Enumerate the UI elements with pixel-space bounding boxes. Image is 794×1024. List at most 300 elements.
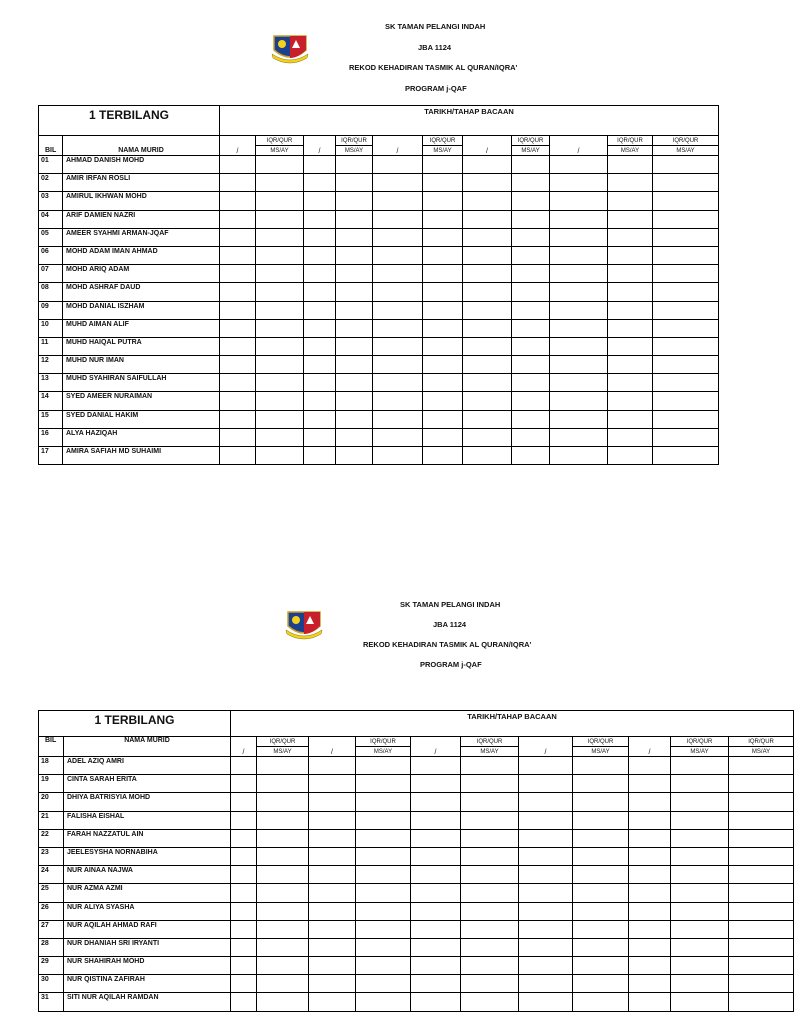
- attendance-cell[interactable]: [373, 374, 423, 392]
- attendance-cell[interactable]: [309, 829, 356, 847]
- attendance-cell[interactable]: [336, 265, 373, 283]
- attendance-cell[interactable]: [463, 192, 512, 210]
- attendance-cell[interactable]: [608, 447, 653, 465]
- attendance-cell[interactable]: [671, 793, 729, 811]
- attendance-cell[interactable]: [336, 392, 373, 410]
- attendance-cell[interactable]: [309, 847, 356, 865]
- attendance-cell[interactable]: [231, 866, 257, 884]
- attendance-cell[interactable]: [256, 174, 304, 192]
- attendance-cell[interactable]: [461, 757, 519, 775]
- attendance-cell[interactable]: [653, 228, 719, 246]
- attendance-cell[interactable]: [411, 829, 461, 847]
- attendance-cell[interactable]: [304, 447, 336, 465]
- attendance-cell[interactable]: [304, 228, 336, 246]
- attendance-cell[interactable]: [336, 283, 373, 301]
- attendance-cell[interactable]: [461, 902, 519, 920]
- attendance-cell[interactable]: [671, 938, 729, 956]
- attendance-cell[interactable]: [231, 920, 257, 938]
- attendance-cell[interactable]: [423, 447, 463, 465]
- attendance-cell[interactable]: [608, 392, 653, 410]
- attendance-cell[interactable]: [608, 265, 653, 283]
- attendance-cell[interactable]: [220, 356, 256, 374]
- attendance-cell[interactable]: [653, 246, 719, 264]
- attendance-cell[interactable]: [519, 938, 573, 956]
- attendance-cell[interactable]: [550, 301, 608, 319]
- attendance-cell[interactable]: [519, 811, 573, 829]
- attendance-cell[interactable]: [512, 374, 550, 392]
- attendance-cell[interactable]: [512, 356, 550, 374]
- attendance-cell[interactable]: [257, 829, 309, 847]
- attendance-cell[interactable]: [411, 775, 461, 793]
- attendance-cell[interactable]: [231, 902, 257, 920]
- attendance-cell[interactable]: [304, 246, 336, 264]
- attendance-cell[interactable]: [608, 192, 653, 210]
- attendance-cell[interactable]: [463, 301, 512, 319]
- attendance-cell[interactable]: [461, 957, 519, 975]
- attendance-cell[interactable]: [411, 757, 461, 775]
- attendance-cell[interactable]: [309, 993, 356, 1011]
- attendance-cell[interactable]: [550, 447, 608, 465]
- attendance-cell[interactable]: [519, 757, 573, 775]
- attendance-cell[interactable]: [512, 319, 550, 337]
- attendance-cell[interactable]: [461, 829, 519, 847]
- attendance-cell[interactable]: [463, 246, 512, 264]
- attendance-cell[interactable]: [231, 993, 257, 1011]
- attendance-cell[interactable]: [463, 447, 512, 465]
- attendance-cell[interactable]: [629, 902, 671, 920]
- attendance-cell[interactable]: [256, 374, 304, 392]
- attendance-cell[interactable]: [257, 902, 309, 920]
- attendance-cell[interactable]: [573, 811, 629, 829]
- attendance-cell[interactable]: [356, 847, 411, 865]
- attendance-cell[interactable]: [573, 847, 629, 865]
- attendance-cell[interactable]: [423, 174, 463, 192]
- attendance-cell[interactable]: [231, 775, 257, 793]
- attendance-cell[interactable]: [336, 192, 373, 210]
- attendance-cell[interactable]: [550, 374, 608, 392]
- attendance-cell[interactable]: [411, 902, 461, 920]
- attendance-cell[interactable]: [336, 410, 373, 428]
- attendance-cell[interactable]: [519, 920, 573, 938]
- attendance-cell[interactable]: [653, 210, 719, 228]
- attendance-cell[interactable]: [423, 156, 463, 174]
- attendance-cell[interactable]: [423, 392, 463, 410]
- attendance-cell[interactable]: [729, 793, 794, 811]
- attendance-cell[interactable]: [256, 319, 304, 337]
- attendance-cell[interactable]: [356, 993, 411, 1011]
- attendance-cell[interactable]: [608, 210, 653, 228]
- attendance-cell[interactable]: [671, 829, 729, 847]
- attendance-cell[interactable]: [309, 920, 356, 938]
- attendance-cell[interactable]: [373, 337, 423, 355]
- attendance-cell[interactable]: [304, 283, 336, 301]
- attendance-cell[interactable]: [729, 866, 794, 884]
- attendance-cell[interactable]: [373, 283, 423, 301]
- attendance-cell[interactable]: [512, 246, 550, 264]
- attendance-cell[interactable]: [257, 993, 309, 1011]
- attendance-cell[interactable]: [336, 374, 373, 392]
- attendance-cell[interactable]: [461, 775, 519, 793]
- attendance-cell[interactable]: [356, 829, 411, 847]
- attendance-cell[interactable]: [550, 228, 608, 246]
- attendance-cell[interactable]: [512, 265, 550, 283]
- attendance-cell[interactable]: [304, 192, 336, 210]
- attendance-cell[interactable]: [411, 884, 461, 902]
- attendance-cell[interactable]: [356, 938, 411, 956]
- attendance-cell[interactable]: [304, 301, 336, 319]
- attendance-cell[interactable]: [629, 757, 671, 775]
- attendance-cell[interactable]: [729, 811, 794, 829]
- attendance-cell[interactable]: [573, 775, 629, 793]
- attendance-cell[interactable]: [256, 156, 304, 174]
- attendance-cell[interactable]: [461, 847, 519, 865]
- attendance-cell[interactable]: [463, 410, 512, 428]
- attendance-cell[interactable]: [608, 174, 653, 192]
- attendance-cell[interactable]: [356, 957, 411, 975]
- attendance-cell[interactable]: [309, 884, 356, 902]
- attendance-cell[interactable]: [220, 392, 256, 410]
- attendance-cell[interactable]: [608, 428, 653, 446]
- attendance-cell[interactable]: [257, 866, 309, 884]
- attendance-cell[interactable]: [671, 775, 729, 793]
- attendance-cell[interactable]: [356, 902, 411, 920]
- attendance-cell[interactable]: [512, 301, 550, 319]
- attendance-cell[interactable]: [608, 301, 653, 319]
- attendance-cell[interactable]: [309, 757, 356, 775]
- attendance-cell[interactable]: [256, 283, 304, 301]
- attendance-cell[interactable]: [256, 410, 304, 428]
- attendance-cell[interactable]: [373, 447, 423, 465]
- attendance-cell[interactable]: [729, 993, 794, 1011]
- attendance-cell[interactable]: [573, 793, 629, 811]
- attendance-cell[interactable]: [608, 156, 653, 174]
- attendance-cell[interactable]: [423, 265, 463, 283]
- attendance-cell[interactable]: [550, 337, 608, 355]
- attendance-cell[interactable]: [461, 993, 519, 1011]
- attendance-cell[interactable]: [423, 356, 463, 374]
- attendance-cell[interactable]: [257, 920, 309, 938]
- attendance-cell[interactable]: [309, 902, 356, 920]
- attendance-cell[interactable]: [629, 775, 671, 793]
- attendance-cell[interactable]: [729, 902, 794, 920]
- attendance-cell[interactable]: [512, 192, 550, 210]
- attendance-cell[interactable]: [304, 428, 336, 446]
- attendance-cell[interactable]: [304, 174, 336, 192]
- attendance-cell[interactable]: [463, 374, 512, 392]
- attendance-cell[interactable]: [257, 793, 309, 811]
- attendance-cell[interactable]: [573, 957, 629, 975]
- attendance-cell[interactable]: [373, 192, 423, 210]
- attendance-cell[interactable]: [220, 228, 256, 246]
- attendance-cell[interactable]: [231, 957, 257, 975]
- attendance-cell[interactable]: [423, 374, 463, 392]
- attendance-cell[interactable]: [608, 246, 653, 264]
- attendance-cell[interactable]: [729, 775, 794, 793]
- attendance-cell[interactable]: [256, 192, 304, 210]
- attendance-cell[interactable]: [373, 228, 423, 246]
- attendance-cell[interactable]: [729, 847, 794, 865]
- attendance-cell[interactable]: [257, 847, 309, 865]
- attendance-cell[interactable]: [550, 356, 608, 374]
- attendance-cell[interactable]: [629, 993, 671, 1011]
- attendance-cell[interactable]: [257, 938, 309, 956]
- attendance-cell[interactable]: [608, 283, 653, 301]
- attendance-cell[interactable]: [461, 920, 519, 938]
- attendance-cell[interactable]: [519, 866, 573, 884]
- attendance-cell[interactable]: [608, 410, 653, 428]
- attendance-cell[interactable]: [512, 156, 550, 174]
- attendance-cell[interactable]: [512, 428, 550, 446]
- attendance-cell[interactable]: [256, 428, 304, 446]
- attendance-cell[interactable]: [231, 757, 257, 775]
- attendance-cell[interactable]: [550, 410, 608, 428]
- attendance-cell[interactable]: [519, 884, 573, 902]
- attendance-cell[interactable]: [220, 410, 256, 428]
- attendance-cell[interactable]: [671, 993, 729, 1011]
- attendance-cell[interactable]: [411, 866, 461, 884]
- attendance-cell[interactable]: [519, 847, 573, 865]
- attendance-cell[interactable]: [356, 793, 411, 811]
- attendance-cell[interactable]: [729, 920, 794, 938]
- attendance-cell[interactable]: [573, 829, 629, 847]
- attendance-cell[interactable]: [356, 775, 411, 793]
- attendance-cell[interactable]: [461, 938, 519, 956]
- attendance-cell[interactable]: [671, 920, 729, 938]
- attendance-cell[interactable]: [653, 337, 719, 355]
- attendance-cell[interactable]: [336, 246, 373, 264]
- attendance-cell[interactable]: [629, 975, 671, 993]
- attendance-cell[interactable]: [463, 156, 512, 174]
- attendance-cell[interactable]: [519, 993, 573, 1011]
- attendance-cell[interactable]: [671, 847, 729, 865]
- attendance-cell[interactable]: [304, 156, 336, 174]
- attendance-cell[interactable]: [304, 374, 336, 392]
- attendance-cell[interactable]: [373, 301, 423, 319]
- attendance-cell[interactable]: [220, 337, 256, 355]
- attendance-cell[interactable]: [411, 793, 461, 811]
- attendance-cell[interactable]: [373, 428, 423, 446]
- attendance-cell[interactable]: [671, 975, 729, 993]
- attendance-cell[interactable]: [423, 428, 463, 446]
- attendance-cell[interactable]: [257, 811, 309, 829]
- attendance-cell[interactable]: [257, 975, 309, 993]
- attendance-cell[interactable]: [729, 757, 794, 775]
- attendance-cell[interactable]: [671, 884, 729, 902]
- attendance-cell[interactable]: [629, 793, 671, 811]
- attendance-cell[interactable]: [461, 884, 519, 902]
- attendance-cell[interactable]: [423, 319, 463, 337]
- attendance-cell[interactable]: [220, 174, 256, 192]
- attendance-cell[interactable]: [411, 993, 461, 1011]
- attendance-cell[interactable]: [463, 337, 512, 355]
- attendance-cell[interactable]: [629, 957, 671, 975]
- attendance-cell[interactable]: [220, 156, 256, 174]
- attendance-cell[interactable]: [550, 319, 608, 337]
- attendance-cell[interactable]: [373, 156, 423, 174]
- attendance-cell[interactable]: [336, 210, 373, 228]
- attendance-cell[interactable]: [373, 356, 423, 374]
- attendance-cell[interactable]: [512, 174, 550, 192]
- attendance-cell[interactable]: [461, 793, 519, 811]
- attendance-cell[interactable]: [231, 847, 257, 865]
- attendance-cell[interactable]: [257, 884, 309, 902]
- attendance-cell[interactable]: [573, 757, 629, 775]
- attendance-cell[interactable]: [309, 866, 356, 884]
- attendance-cell[interactable]: [373, 246, 423, 264]
- attendance-cell[interactable]: [257, 957, 309, 975]
- attendance-cell[interactable]: [671, 811, 729, 829]
- attendance-cell[interactable]: [220, 374, 256, 392]
- attendance-cell[interactable]: [573, 920, 629, 938]
- attendance-cell[interactable]: [220, 428, 256, 446]
- attendance-cell[interactable]: [256, 265, 304, 283]
- attendance-cell[interactable]: [373, 174, 423, 192]
- attendance-cell[interactable]: [550, 156, 608, 174]
- attendance-cell[interactable]: [463, 428, 512, 446]
- attendance-cell[interactable]: [336, 228, 373, 246]
- attendance-cell[interactable]: [608, 374, 653, 392]
- attendance-cell[interactable]: [356, 920, 411, 938]
- attendance-cell[interactable]: [336, 156, 373, 174]
- attendance-cell[interactable]: [356, 975, 411, 993]
- attendance-cell[interactable]: [423, 210, 463, 228]
- attendance-cell[interactable]: [550, 428, 608, 446]
- attendance-cell[interactable]: [373, 210, 423, 228]
- attendance-cell[interactable]: [373, 265, 423, 283]
- attendance-cell[interactable]: [304, 356, 336, 374]
- attendance-cell[interactable]: [653, 301, 719, 319]
- attendance-cell[interactable]: [573, 938, 629, 956]
- attendance-cell[interactable]: [653, 283, 719, 301]
- attendance-cell[interactable]: [729, 884, 794, 902]
- attendance-cell[interactable]: [519, 902, 573, 920]
- attendance-cell[interactable]: [356, 866, 411, 884]
- attendance-cell[interactable]: [220, 210, 256, 228]
- attendance-cell[interactable]: [463, 356, 512, 374]
- attendance-cell[interactable]: [629, 938, 671, 956]
- attendance-cell[interactable]: [309, 811, 356, 829]
- attendance-cell[interactable]: [463, 228, 512, 246]
- attendance-cell[interactable]: [653, 410, 719, 428]
- attendance-cell[interactable]: [336, 319, 373, 337]
- attendance-cell[interactable]: [463, 392, 512, 410]
- attendance-cell[interactable]: [573, 866, 629, 884]
- attendance-cell[interactable]: [256, 301, 304, 319]
- attendance-cell[interactable]: [256, 337, 304, 355]
- attendance-cell[interactable]: [220, 319, 256, 337]
- attendance-cell[interactable]: [653, 192, 719, 210]
- attendance-cell[interactable]: [411, 938, 461, 956]
- attendance-cell[interactable]: [256, 392, 304, 410]
- attendance-cell[interactable]: [671, 866, 729, 884]
- attendance-cell[interactable]: [256, 447, 304, 465]
- attendance-cell[interactable]: [629, 847, 671, 865]
- attendance-cell[interactable]: [304, 392, 336, 410]
- attendance-cell[interactable]: [256, 246, 304, 264]
- attendance-cell[interactable]: [512, 210, 550, 228]
- attendance-cell[interactable]: [220, 447, 256, 465]
- attendance-cell[interactable]: [304, 319, 336, 337]
- attendance-cell[interactable]: [653, 374, 719, 392]
- attendance-cell[interactable]: [423, 410, 463, 428]
- attendance-cell[interactable]: [573, 975, 629, 993]
- attendance-cell[interactable]: [653, 319, 719, 337]
- attendance-cell[interactable]: [550, 392, 608, 410]
- attendance-cell[interactable]: [411, 811, 461, 829]
- attendance-cell[interactable]: [653, 428, 719, 446]
- attendance-cell[interactable]: [336, 447, 373, 465]
- attendance-cell[interactable]: [550, 283, 608, 301]
- attendance-cell[interactable]: [653, 447, 719, 465]
- attendance-cell[interactable]: [608, 319, 653, 337]
- attendance-cell[interactable]: [257, 775, 309, 793]
- attendance-cell[interactable]: [671, 757, 729, 775]
- attendance-cell[interactable]: [220, 301, 256, 319]
- attendance-cell[interactable]: [256, 210, 304, 228]
- attendance-cell[interactable]: [671, 957, 729, 975]
- attendance-cell[interactable]: [373, 410, 423, 428]
- attendance-cell[interactable]: [550, 192, 608, 210]
- attendance-cell[interactable]: [304, 410, 336, 428]
- attendance-cell[interactable]: [231, 938, 257, 956]
- attendance-cell[interactable]: [373, 392, 423, 410]
- attendance-cell[interactable]: [336, 301, 373, 319]
- attendance-cell[interactable]: [304, 337, 336, 355]
- attendance-cell[interactable]: [629, 866, 671, 884]
- attendance-cell[interactable]: [309, 793, 356, 811]
- attendance-cell[interactable]: [519, 957, 573, 975]
- attendance-cell[interactable]: [653, 156, 719, 174]
- attendance-cell[interactable]: [461, 811, 519, 829]
- attendance-cell[interactable]: [573, 884, 629, 902]
- attendance-cell[interactable]: [356, 757, 411, 775]
- attendance-cell[interactable]: [608, 228, 653, 246]
- attendance-cell[interactable]: [573, 902, 629, 920]
- attendance-cell[interactable]: [729, 957, 794, 975]
- attendance-cell[interactable]: [653, 356, 719, 374]
- attendance-cell[interactable]: [309, 938, 356, 956]
- attendance-cell[interactable]: [220, 192, 256, 210]
- attendance-cell[interactable]: [512, 392, 550, 410]
- attendance-cell[interactable]: [512, 410, 550, 428]
- attendance-cell[interactable]: [671, 902, 729, 920]
- attendance-cell[interactable]: [512, 228, 550, 246]
- attendance-cell[interactable]: [653, 174, 719, 192]
- attendance-cell[interactable]: [411, 957, 461, 975]
- attendance-cell[interactable]: [309, 775, 356, 793]
- attendance-cell[interactable]: [411, 847, 461, 865]
- attendance-cell[interactable]: [573, 993, 629, 1011]
- attendance-cell[interactable]: [629, 811, 671, 829]
- attendance-cell[interactable]: [336, 337, 373, 355]
- attendance-cell[interactable]: [463, 174, 512, 192]
- attendance-cell[interactable]: [423, 337, 463, 355]
- attendance-cell[interactable]: [336, 174, 373, 192]
- attendance-cell[interactable]: [463, 265, 512, 283]
- attendance-cell[interactable]: [423, 228, 463, 246]
- attendance-cell[interactable]: [231, 793, 257, 811]
- attendance-cell[interactable]: [461, 975, 519, 993]
- attendance-cell[interactable]: [519, 793, 573, 811]
- attendance-cell[interactable]: [729, 975, 794, 993]
- attendance-cell[interactable]: [550, 210, 608, 228]
- attendance-cell[interactable]: [356, 811, 411, 829]
- attendance-cell[interactable]: [309, 975, 356, 993]
- attendance-cell[interactable]: [423, 301, 463, 319]
- attendance-cell[interactable]: [423, 283, 463, 301]
- attendance-cell[interactable]: [512, 447, 550, 465]
- attendance-cell[interactable]: [257, 757, 309, 775]
